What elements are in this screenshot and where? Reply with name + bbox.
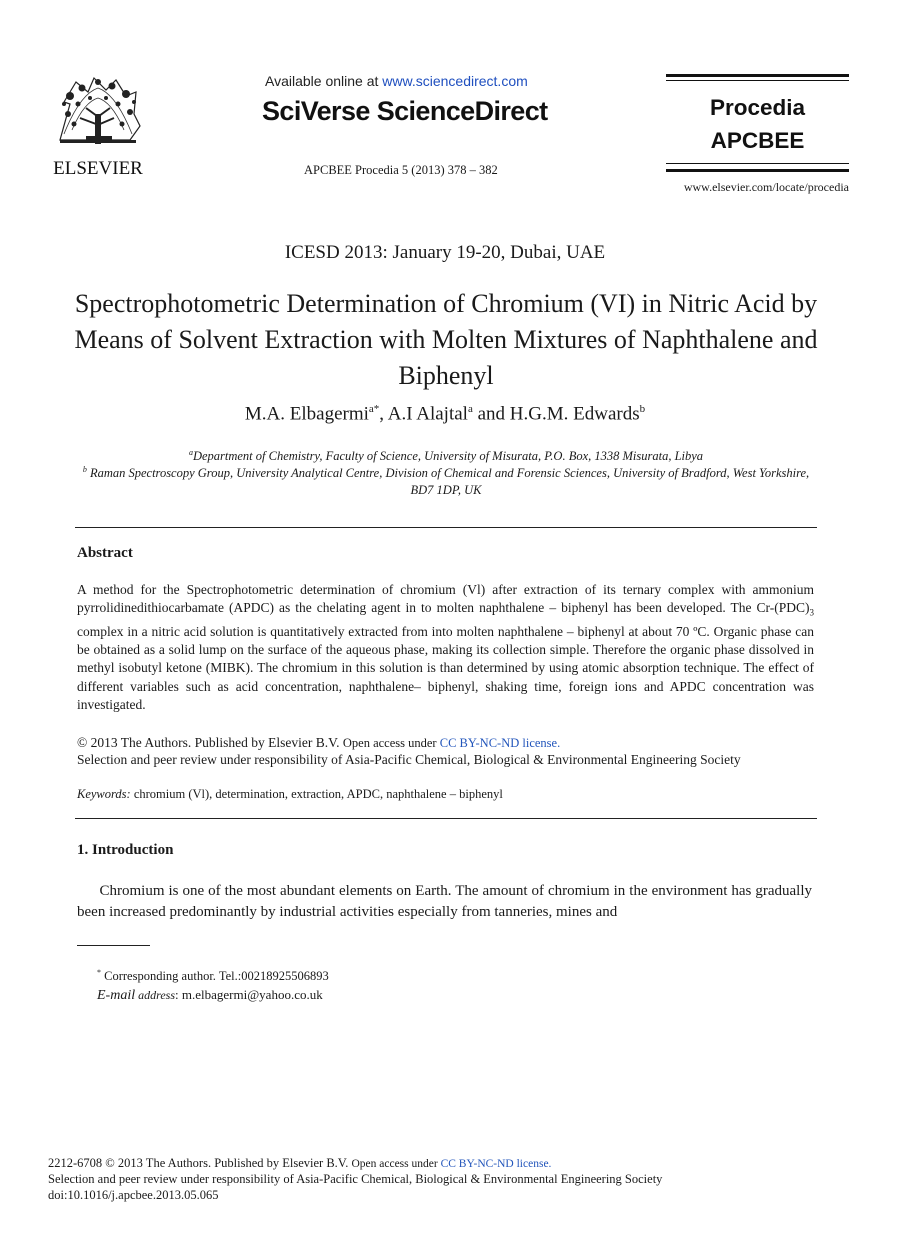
bottom-peer-review: Selection and peer review under responsibility of Asia-Pacific Chemical, Biological & Environmental Engineering Society [48, 1172, 663, 1186]
email-link[interactable]: m.elbagermi@yahoo.co.uk [181, 987, 323, 1002]
conference-line: ICESD 2013: January 19-20, Dubai, UAE [284, 242, 606, 263]
section-heading-introduction: 1. Introduction [77, 842, 174, 858]
abstract-peer-review: Selection and peer review under responsibility of Asia-Pacific Chemical, Biological & Environmental Engineering Society [77, 752, 741, 767]
abstract-copyright: © 2013 The Authors. Published by Elsevier B.V. Open access under CC BY-NC-ND license. [77, 735, 561, 750]
footnote-corresponding-author: * Corresponding author. Tel.:00218925506893 [97, 968, 329, 984]
procedia-masthead [666, 74, 849, 172]
divider [75, 818, 817, 819]
abstract-text: A method for the Spectrophotometric determination of chromium (Vl) after extraction of its ternary complex with ammonium pyrrolidinedithiocarbamate (APDC) as the chelating agent in to molten naphthalene – biphenyl has been developed. The $Cr-(PDC)_3$ complex in a nitric acid solution is quantitatively extracted from into molten naphthalene – biphenyl at about 70 ºC. Organic phase can be obtained as a solid lump on the surface of the aqueous phase, making its collection simple. Therefore the organic phase dissolved in methyl isobutyl ketone (MIBK). The chromium in this solution is than determined by using atomic absorption technique. The effect of different variables such as acid concentration, naphthalene– biphenyl, shaking time, foreign ions and APDC concentration was investigated. [77, 582, 814, 713]
bottom-copyright: 2212-6708 © 2013 The Authors. Published by Elsevier B.V. Open access under CC BY-NC-ND license. [48, 1156, 552, 1170]
author-name: H.G.M. Edwards [509, 403, 640, 425]
affiliation-a: $^a$Department of Chemistry, Faculty of Science, University of Misurata, P.O. Box, 1338 Misurata, Libya [188, 448, 704, 464]
sciverse-brand: SciVerse ScienceDirect [262, 96, 548, 126]
paper-title: Spectrophotometric Determination of Chromium (VI) in Nitric Acid by Means of Solvent Extraction with Molten Mixtures of Naphthalene and Biphenyl [74, 289, 818, 390]
available-online-line: Available online at www.sciencedirect.com [265, 73, 528, 89]
journal-citation: APCBEE Procedia 5 (2013) 378 – 382 [304, 163, 498, 177]
keywords: Keywords: chromium (Vl), determination, extraction, APDC, naphthalene – biphenyl [77, 787, 503, 801]
elsevier-tree-logo-icon [50, 74, 146, 178]
journal-name: Procedia APCBEE [709, 95, 806, 153]
divider [75, 527, 817, 528]
license-link[interactable]: CC BY-NC-ND license. [440, 1158, 552, 1170]
affiliation-b: $^b$ Raman Spectroscopy Group, University Analytical Centre, Division of Chemical and Forensic Sciences, University of Bradford, West Yorkshire, BD7 1DP, UK [82, 465, 810, 498]
author-name: A.I Alajtal [387, 403, 468, 425]
footnote-email: E-mail address: m.elbagermi@yahoo.co.uk [97, 987, 323, 1003]
author-list: M.A. Elbagermi$^{a*}$, A.I Alajtal$^a$ and H.G.M. Edwards$^b$ [244, 403, 646, 425]
author-name: M.A. Elbagermi [244, 403, 369, 425]
license-link[interactable]: CC BY-NC-ND license. [439, 736, 561, 750]
doi[interactable]: doi:10.1016/j.apcbee.2013.05.065 [48, 1188, 219, 1202]
publisher-wordmark: ELSEVIER [53, 158, 143, 178]
sciencedirect-link[interactable]: www.sciencedirect.com [382, 73, 528, 89]
abstract-heading: Abstract [77, 545, 133, 561]
journal-url[interactable]: www.elsevier.com/locate/procedia [683, 180, 849, 194]
introduction-text: Chromium is one of the most abundant elements on Earth. The amount of chromium in the environment has gradually been increased predominantly by industrial activities especially from tanneries, mines and [77, 883, 812, 920]
footnote-rule [77, 945, 150, 946]
